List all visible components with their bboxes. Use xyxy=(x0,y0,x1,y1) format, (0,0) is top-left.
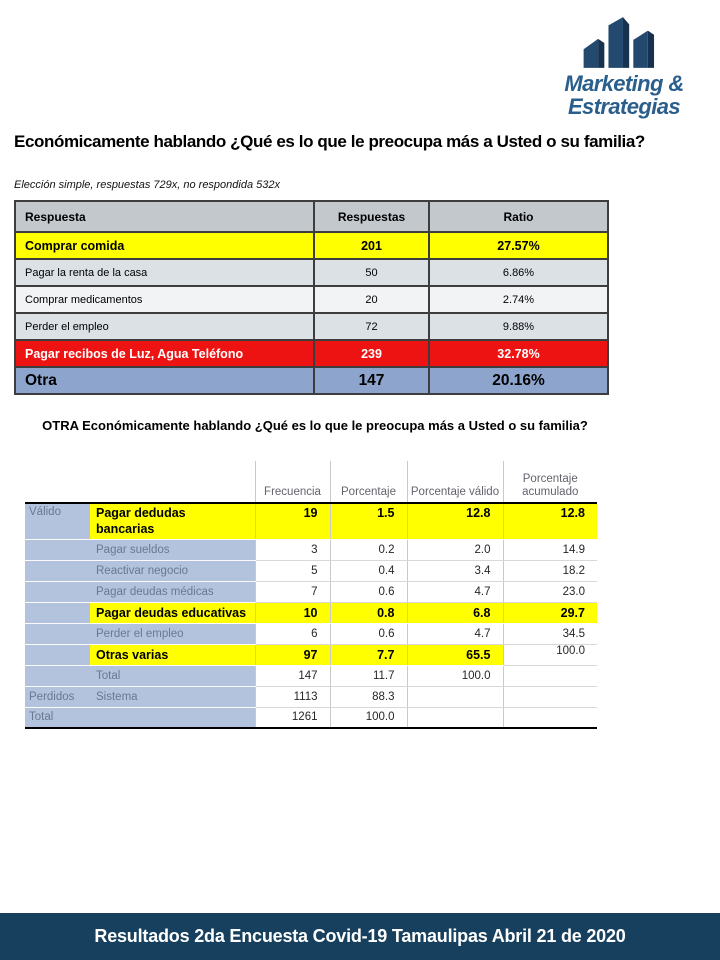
cell-porcentaje: 0.6 xyxy=(330,623,407,644)
cell-respuestas: 72 xyxy=(314,313,429,340)
cell-frecuencia: 147 xyxy=(255,665,330,686)
cell-porcentaje: 11.7 xyxy=(330,665,407,686)
cell-respuesta: Pagar la renta de la casa xyxy=(15,259,314,286)
table-row xyxy=(15,286,608,313)
table-row xyxy=(25,686,597,707)
cell-respuestas: 201 xyxy=(314,232,429,259)
cell-valido xyxy=(407,707,503,728)
cell-label: Perder el empleo xyxy=(90,623,255,644)
summary-table xyxy=(14,200,609,395)
table-row xyxy=(25,602,597,623)
table-row xyxy=(25,503,597,539)
cell-ratio: 32.78% xyxy=(429,340,608,367)
cell-acumulado xyxy=(503,707,597,728)
cell-label: Otras varias xyxy=(90,644,255,665)
cell-acumulado xyxy=(503,686,597,707)
cell-respuestas: 147 xyxy=(314,367,429,394)
cell-frecuencia: 7 xyxy=(255,581,330,602)
cell-stub xyxy=(25,623,90,644)
cell-stub xyxy=(25,665,90,686)
cell-acumulado: 34.5 xyxy=(503,623,597,644)
cell-frecuencia: 1113 xyxy=(255,686,330,707)
cell-valido: 65.5 xyxy=(407,644,503,665)
cell-label xyxy=(90,503,255,539)
detail-header-stub xyxy=(25,461,90,503)
cell-acumulado: 100.0 xyxy=(503,644,597,665)
summary-header-respuestas: Respuestas xyxy=(314,201,429,232)
cell-acumulado: 12.8 xyxy=(503,503,597,539)
cell-ratio: 2.74% xyxy=(429,286,608,313)
cell-ratio: 9.88% xyxy=(429,313,608,340)
cell-frecuencia: 97 xyxy=(255,644,330,665)
cell-stub xyxy=(25,602,90,623)
cell-frecuencia: 5 xyxy=(255,560,330,581)
cell-porcentaje: 0.4 xyxy=(330,560,407,581)
table-row xyxy=(15,313,608,340)
detail-header-label xyxy=(90,461,255,503)
table-row xyxy=(25,581,597,602)
cell-valido: 4.7 xyxy=(407,623,503,644)
cell-label: Sistema xyxy=(90,686,255,707)
table-row xyxy=(15,340,608,367)
cell-ratio: 6.86% xyxy=(429,259,608,286)
detail-table-title: OTRA Económicamente hablando ¿Qué es lo que le preocupa más a Usted o su familia? xyxy=(42,418,588,433)
page-title: Económicamente hablando ¿Qué es lo que le preocupa más a Usted o su familia? xyxy=(14,132,645,151)
cell-frecuencia: 19 xyxy=(255,503,330,539)
cell-frecuencia: 6 xyxy=(255,623,330,644)
cell-stub: Válido xyxy=(25,503,90,539)
cell-ratio: 27.57% xyxy=(429,232,608,259)
cell-label: Reactivar negocio xyxy=(90,560,255,581)
cell-stub xyxy=(25,644,90,665)
table-row xyxy=(25,560,597,581)
table-row xyxy=(15,232,608,259)
footer-text: Resultados 2da Encuesta Covid-19 Tamaulipas Abril 21 de 2020 xyxy=(94,926,626,946)
table-row xyxy=(25,539,597,560)
cell-respuestas: 239 xyxy=(314,340,429,367)
cell-stub: Total xyxy=(25,707,90,728)
cell-acumulado: 18.2 xyxy=(503,560,597,581)
cell-stub: Perdidos xyxy=(25,686,90,707)
summary-header-row xyxy=(15,201,608,232)
cell-label: Total xyxy=(90,665,255,686)
cell-porcentaje: 88.3 xyxy=(330,686,407,707)
cell-valido: 2.0 xyxy=(407,539,503,560)
cell-stub xyxy=(25,581,90,602)
cell-porcentaje: 1.5 xyxy=(330,503,407,539)
cell-respuesta: Comprar medicamentos xyxy=(15,286,314,313)
summary-header-respuesta: Respuesta xyxy=(15,201,314,232)
detail-header-row xyxy=(25,461,597,503)
table-row xyxy=(25,644,597,665)
cell-label: Pagar deudas educativas xyxy=(90,602,255,623)
cell-respuestas: 50 xyxy=(314,259,429,286)
cell-valido: 12.8 xyxy=(407,503,503,539)
cell-acumulado: 29.7 xyxy=(503,602,597,623)
detail-header-porcentaje-valido: Porcentaje válido xyxy=(407,461,503,503)
cell-acumulado xyxy=(503,665,597,686)
cell-frecuencia: 10 xyxy=(255,602,330,623)
cell-valido: 3.4 xyxy=(407,560,503,581)
cell-porcentaje: 0.8 xyxy=(330,602,407,623)
cell-stub xyxy=(25,539,90,560)
cell-respuestas: 20 xyxy=(314,286,429,313)
cell-label: Pagar deudas médicas xyxy=(90,581,255,602)
cell-frecuencia: 3 xyxy=(255,539,330,560)
logo-text-line2: Estrategias xyxy=(567,93,680,119)
detail-header-porcentaje-acumulado: Porcentaje acumulado xyxy=(503,461,597,503)
cell-acumulado: 23.0 xyxy=(503,581,597,602)
cell-valido: 100.0 xyxy=(407,665,503,686)
cell-porcentaje: 7.7 xyxy=(330,644,407,665)
detail-table xyxy=(25,461,597,729)
company-logo xyxy=(536,14,712,118)
cell-frecuencia: 1261 xyxy=(255,707,330,728)
footer-bar xyxy=(0,913,720,960)
page-subtitle: Elección simple, respuestas 729x, no respondida 532x xyxy=(14,179,280,191)
cell-label-text: Pagar dedudas bancarias xyxy=(96,506,186,536)
detail-header-frecuencia: Frecuencia xyxy=(255,461,330,503)
cell-respuesta: Pagar recibos de Luz, Agua Teléfono xyxy=(15,340,314,367)
cell-valido xyxy=(407,686,503,707)
cell-porcentaje: 100.0 xyxy=(330,707,407,728)
summary-header-ratio: Ratio xyxy=(429,201,608,232)
table-row xyxy=(15,259,608,286)
cell-respuesta: Otra xyxy=(15,367,314,394)
cell-porcentaje: 0.6 xyxy=(330,581,407,602)
cell-label: Pagar sueldos xyxy=(90,539,255,560)
cell-stub xyxy=(25,560,90,581)
cell-respuesta: Comprar comida xyxy=(15,232,314,259)
table-row xyxy=(25,707,597,728)
logo-text-line1: Marketing & xyxy=(564,71,684,96)
cell-acumulado: 14.9 xyxy=(503,539,597,560)
table-row xyxy=(25,623,597,644)
detail-header-porcentaje: Porcentaje xyxy=(330,461,407,503)
table-row xyxy=(15,367,608,394)
cell-label xyxy=(90,707,255,728)
cell-ratio: 20.16% xyxy=(429,367,608,394)
cell-valido: 6.8 xyxy=(407,602,503,623)
buildings-logo-icon xyxy=(536,14,712,72)
cell-respuesta: Perder el empleo xyxy=(15,313,314,340)
cell-valido: 4.7 xyxy=(407,581,503,602)
table-row xyxy=(25,665,597,686)
cell-porcentaje: 0.2 xyxy=(330,539,407,560)
